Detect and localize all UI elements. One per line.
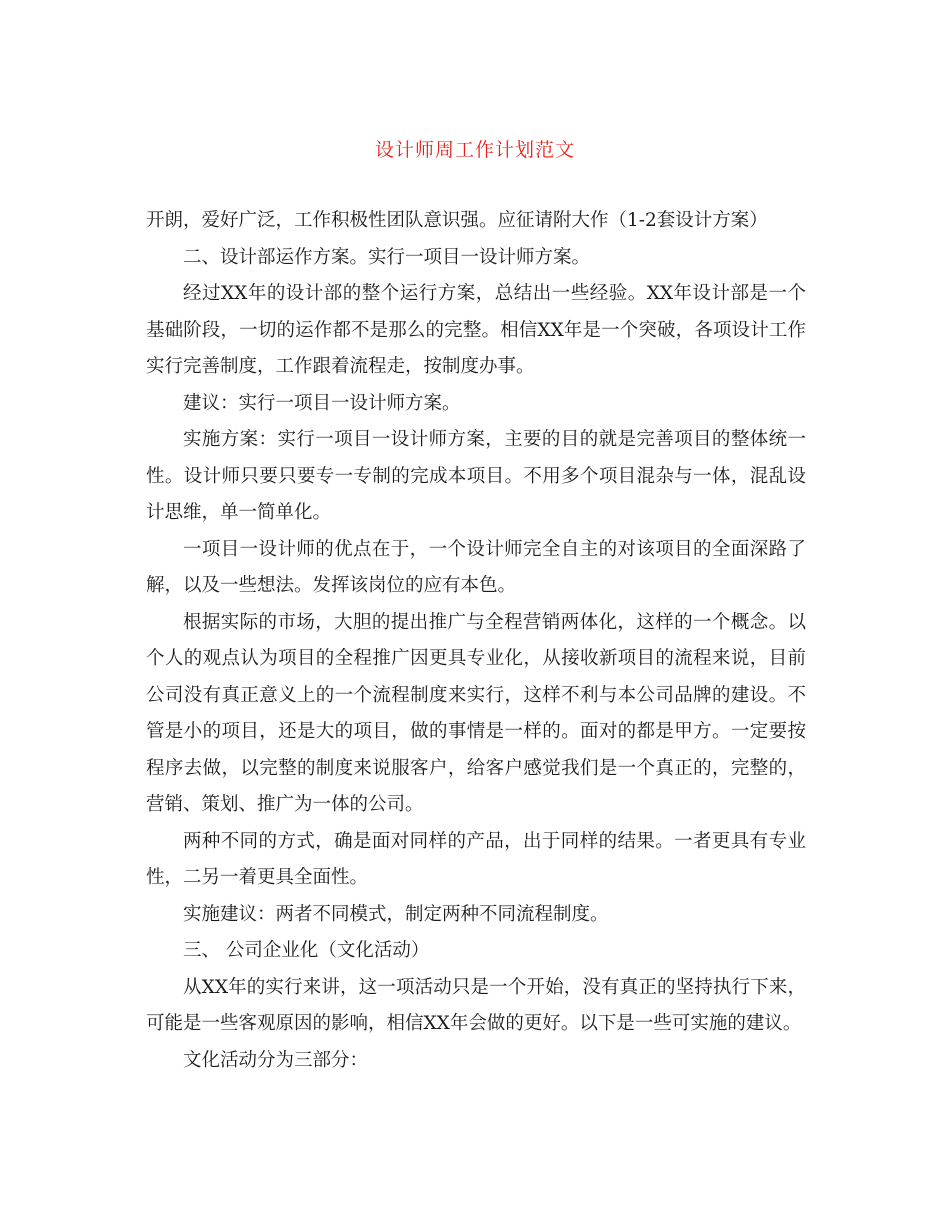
paragraph-section-three-heading: 三、 公司企业化（文化活动）	[183, 940, 430, 961]
paragraph-culture-activity-review: 从XX年的实行来讲，这一项活动只是一个开始，没有真正的坚持执行下来，可能是一些客观原因的影响，相信XX年会做的更好。以下是一些可实施的建议。	[146, 976, 806, 1034]
paragraph-implementation-plan: 实施方案：实行一项目一设计师方案，主要的目的就是完善项目的整体统一性。设计师只要只要专一专制的完成本项目。不用多个项目混杂与一体，混乱设计思维，单一简单化。	[146, 429, 806, 523]
paragraph-implementation-suggestion: 实施建议：两者不同模式，制定两种不同流程制度。	[183, 903, 609, 925]
paragraph-experience-summary: 经过XX年的设计部的整个运行方案，总结出一些经验。XX年设计部是一个基础阶段，一切的运作都不是那么的完整。相信XX年是一个突破，各项设计工作实行完善制度，工作跟着流程走，按制度办事。	[146, 283, 806, 377]
paragraph-market-concept: 根据实际的市场，大胆的提出推广与全程营销两体化，这样的一个概念。以个人的观点认为项目的全程推广因更具专业化，从接收新项目的流程来说，目前公司没有真正意义上的一个流程制度来实行，这样不利与本公司品牌的建设。不管是小的项目，还是大的项目，做的事情是一样的。面对的都是甲方。一定要按程序去做，以完整的制度来说服客户，给客户感觉我们是一个真正的，完整的，营销、策划、推广为一体的公司。	[146, 611, 806, 815]
paragraph-continuation: 开朗，爱好广泛，工作积极性团队意识强。应征请附大作（1-2套设计方案）	[146, 210, 768, 231]
document-title: 设计师周工作计划范文	[374, 139, 575, 161]
paragraph-advantages: 一项目一设计师的优点在于，一个设计师完全自主的对该项目的全面深路了解，以及一些想法。发挥该岗位的应有本色。	[146, 538, 806, 596]
paragraph-suggestion: 建议：实行一项目一设计师方案。	[183, 392, 461, 414]
document-body	[146, 203, 806, 1079]
paragraph-two-methods: 两种不同的方式，确是面对同样的产品，出于同样的结果。一者更具有专业性，二另一着更具全面性。	[146, 830, 806, 888]
paragraph-section-two-heading: 二、设计部运作方案。实行一项目一设计师方案。	[183, 246, 591, 268]
paragraph-culture-activity-parts: 文化活动分为三部分：	[183, 1049, 369, 1071]
